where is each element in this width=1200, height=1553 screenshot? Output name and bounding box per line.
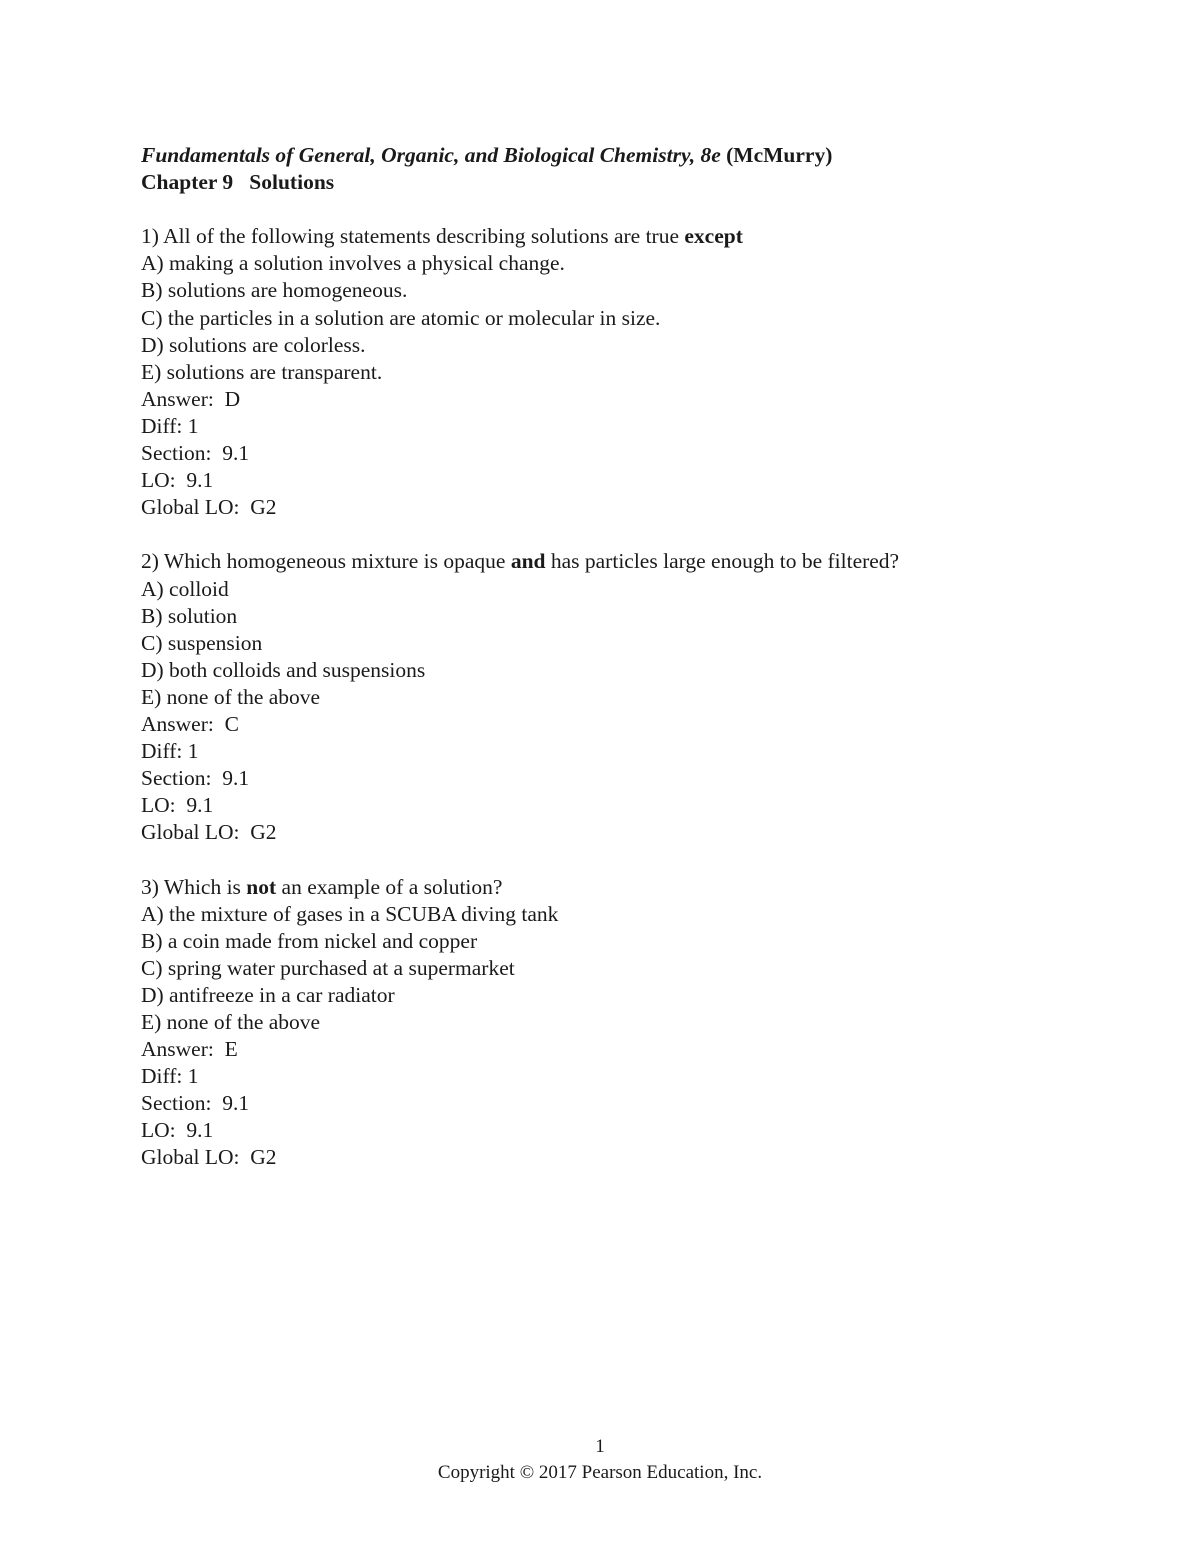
- spacer: [141, 196, 1101, 223]
- spacer: [141, 846, 1101, 873]
- copyright-notice: Copyright © 2017 Pearson Education, Inc.: [437, 1462, 763, 1483]
- global-learning-objective: Global LO: G2: [141, 495, 277, 520]
- book-title: [141, 142, 1101, 169]
- option-d: D) both colloids and suspensions: [141, 657, 426, 682]
- answer: Answer: E: [141, 1037, 238, 1062]
- option-d: D) solutions are colorless.: [141, 332, 366, 357]
- option-a: A) colloid: [141, 576, 229, 601]
- option-b: B) solutions are homogeneous.: [141, 278, 408, 303]
- option-a: A) the mixture of gases in a SCUBA diving tank: [141, 901, 559, 926]
- stem-text-end: an example of a solution?: [276, 874, 503, 899]
- question-stem: [141, 223, 1101, 250]
- option-a: A) making a solution involves a physical change.: [141, 251, 565, 276]
- difficulty: Diff: 1: [141, 1064, 199, 1089]
- stem-text-end: has particles large enough to be filtered?: [545, 549, 900, 574]
- option-b: B) solution: [141, 603, 238, 628]
- option-c: C) spring water purchased at a supermarket: [141, 955, 515, 980]
- global-learning-objective: Global LO: G2: [141, 820, 277, 845]
- option-b: B) a coin made from nickel and copper: [141, 928, 478, 953]
- learning-objective: LO: 9.1: [141, 468, 214, 493]
- stem-emphasis: and: [510, 549, 546, 574]
- learning-objective: LO: 9.1: [141, 793, 214, 818]
- option-c: C) suspension: [141, 630, 263, 655]
- question-stem: [141, 548, 1101, 575]
- option-e: E) none of the above: [141, 684, 321, 709]
- answer: Answer: D: [141, 386, 241, 411]
- question-2: [141, 548, 1101, 846]
- section: Section: 9.1: [141, 766, 250, 791]
- stem-text: 1) All of the following statements describing solutions are true: [141, 224, 685, 249]
- learning-objective: LO: 9.1: [141, 1118, 214, 1143]
- global-learning-objective: Global LO: G2: [141, 1145, 277, 1170]
- question-stem: [141, 874, 1101, 901]
- option-e: E) solutions are transparent.: [141, 359, 383, 384]
- question-3: [141, 874, 1101, 1172]
- answer: Answer: C: [141, 711, 239, 736]
- stem-text: 2) Which homogeneous mixture is opaque: [141, 549, 511, 574]
- book-title-italic: Fundamentals of General, Organic, and Biological Chemistry, 8e: [141, 143, 721, 167]
- stem-emphasis: except: [684, 224, 743, 249]
- option-e: E) none of the above: [141, 1010, 321, 1034]
- question-1: [141, 223, 1101, 521]
- stem-emphasis: not: [246, 874, 277, 899]
- section: Section: 9.1: [141, 441, 250, 466]
- chapter-heading: Chapter 9 Solutions: [141, 170, 335, 195]
- difficulty: Diff: 1: [141, 413, 199, 438]
- stem-text: 3) Which is: [141, 874, 247, 899]
- book-author: (McMurry): [720, 143, 833, 167]
- option-c: C) the particles in a solution are atomic or molecular in size.: [141, 305, 661, 330]
- spacer: [141, 521, 1101, 548]
- difficulty: Diff: 1: [141, 739, 199, 764]
- option-d: D) antifreeze in a car radiator: [141, 982, 395, 1007]
- page-number: 1: [595, 1436, 605, 1457]
- section: Section: 9.1: [141, 1091, 250, 1116]
- page-content: [141, 142, 1101, 1172]
